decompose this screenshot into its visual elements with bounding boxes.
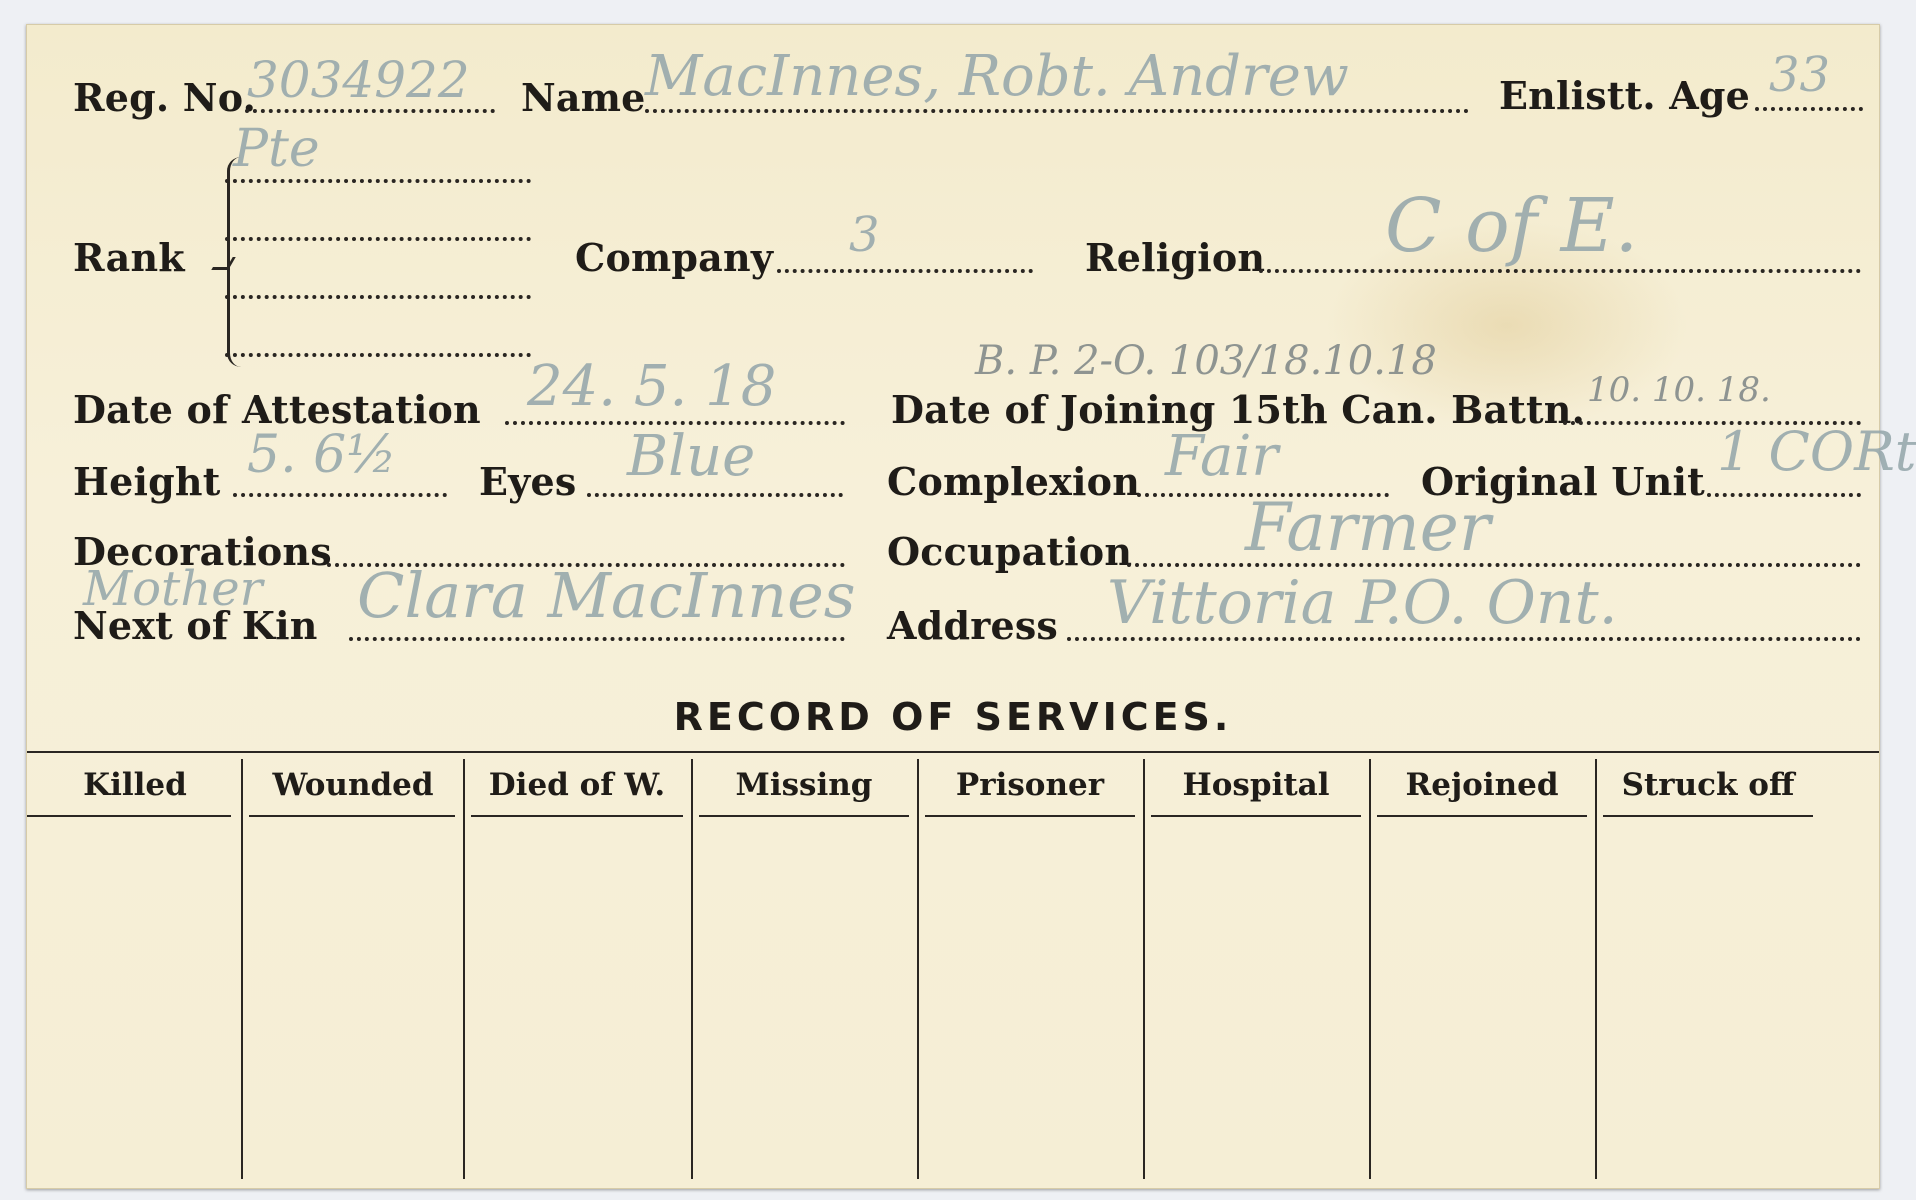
next-of-kin-value: Clara MacInnes — [357, 559, 856, 632]
date-attestation-label: Date of Attestation — [73, 387, 481, 432]
occupation-line — [1127, 563, 1861, 567]
height-label: Height — [73, 459, 221, 504]
col-missing: Missing — [735, 767, 873, 803]
joining-note: B. P. 2-O. 103/18.10.18 — [975, 338, 1437, 384]
eyes-line — [587, 493, 843, 497]
eyes-value: Blue — [627, 424, 756, 489]
date-attestation-value: 24. 5. 18 — [527, 354, 777, 419]
attestation-record-card — [26, 24, 1916, 1189]
column-rule — [1377, 815, 1587, 817]
name-label: Name — [521, 75, 646, 120]
next-of-kin-label: Next of Kin — [73, 603, 318, 648]
column-divider — [691, 759, 693, 1179]
occupation-label: Occupation — [887, 529, 1133, 574]
decorations-label: Decorations — [73, 529, 332, 574]
column-divider — [463, 759, 465, 1179]
reg-no-line — [245, 109, 495, 113]
col-rejoined: Rejoined — [1405, 767, 1559, 803]
table-top-rule — [27, 751, 1879, 753]
age-line — [1755, 107, 1863, 111]
column-rule — [249, 815, 455, 817]
kin-relation-value: Mother — [83, 561, 263, 617]
column-divider — [1595, 759, 1597, 1179]
height-value: 5. 6½ — [247, 425, 397, 485]
rank-line-4 — [225, 353, 531, 357]
date-joining-value: 10. 10. 18. — [1587, 370, 1771, 410]
record-of-services-title: RECORD OF SERVICES. — [673, 695, 1233, 739]
company-label: Company — [575, 235, 774, 280]
religion-label: Religion — [1085, 235, 1266, 280]
rank-line-3 — [225, 295, 531, 299]
eyes-label: Eyes — [479, 459, 577, 504]
col-died-of-wounds: Died of W. — [488, 767, 666, 803]
column-divider — [1369, 759, 1371, 1179]
address-value: Vittoria P.O. Ont. — [1107, 568, 1618, 638]
col-prisoner: Prisoner — [955, 767, 1105, 803]
column-rule — [925, 815, 1135, 817]
next-of-kin-line — [349, 637, 845, 641]
address-label: Address — [887, 603, 1059, 648]
religion-line — [1259, 269, 1861, 273]
rank-line-2 — [225, 237, 531, 241]
complexion-label: Complexion — [887, 459, 1141, 504]
column-rule — [699, 815, 909, 817]
religion-value: C of E. — [1385, 183, 1639, 269]
original-unit-label: Original Unit — [1421, 459, 1705, 504]
rank-value: Pte — [233, 119, 320, 179]
original-unit-value: 1 CORt — [1717, 420, 1916, 483]
complexion-value: Fair — [1165, 424, 1279, 489]
name-value: MacInnes, Robt. Andrew — [645, 44, 1349, 109]
col-struck-off: Struck off — [1621, 767, 1795, 803]
col-killed: Killed — [83, 767, 187, 803]
column-divider — [917, 759, 919, 1179]
age-value: 33 — [1769, 47, 1831, 103]
reg-no-value: 3034922 — [247, 51, 470, 109]
col-wounded: Wounded — [272, 767, 434, 803]
reg-no-label: Reg. No. — [73, 75, 257, 120]
original-unit-line — [1707, 493, 1861, 497]
company-line — [777, 269, 1033, 273]
column-divider — [241, 759, 243, 1179]
date-joining-label: Date of Joining 15th Can. Battn. — [891, 387, 1586, 432]
column-rule — [471, 815, 683, 817]
rank-label: Rank — [73, 235, 185, 280]
occupation-value: Farmer — [1245, 489, 1491, 566]
rank-line-1 — [225, 179, 531, 183]
name-line — [645, 109, 1469, 113]
column-rule — [1151, 815, 1361, 817]
enlist-age-label: Enlistt. Age — [1499, 73, 1751, 118]
height-line — [233, 493, 447, 497]
column-rule — [1603, 815, 1813, 817]
col-hospital: Hospital — [1182, 767, 1330, 803]
column-rule — [27, 815, 231, 817]
company-value: 3 — [849, 207, 880, 263]
column-divider — [1143, 759, 1145, 1179]
